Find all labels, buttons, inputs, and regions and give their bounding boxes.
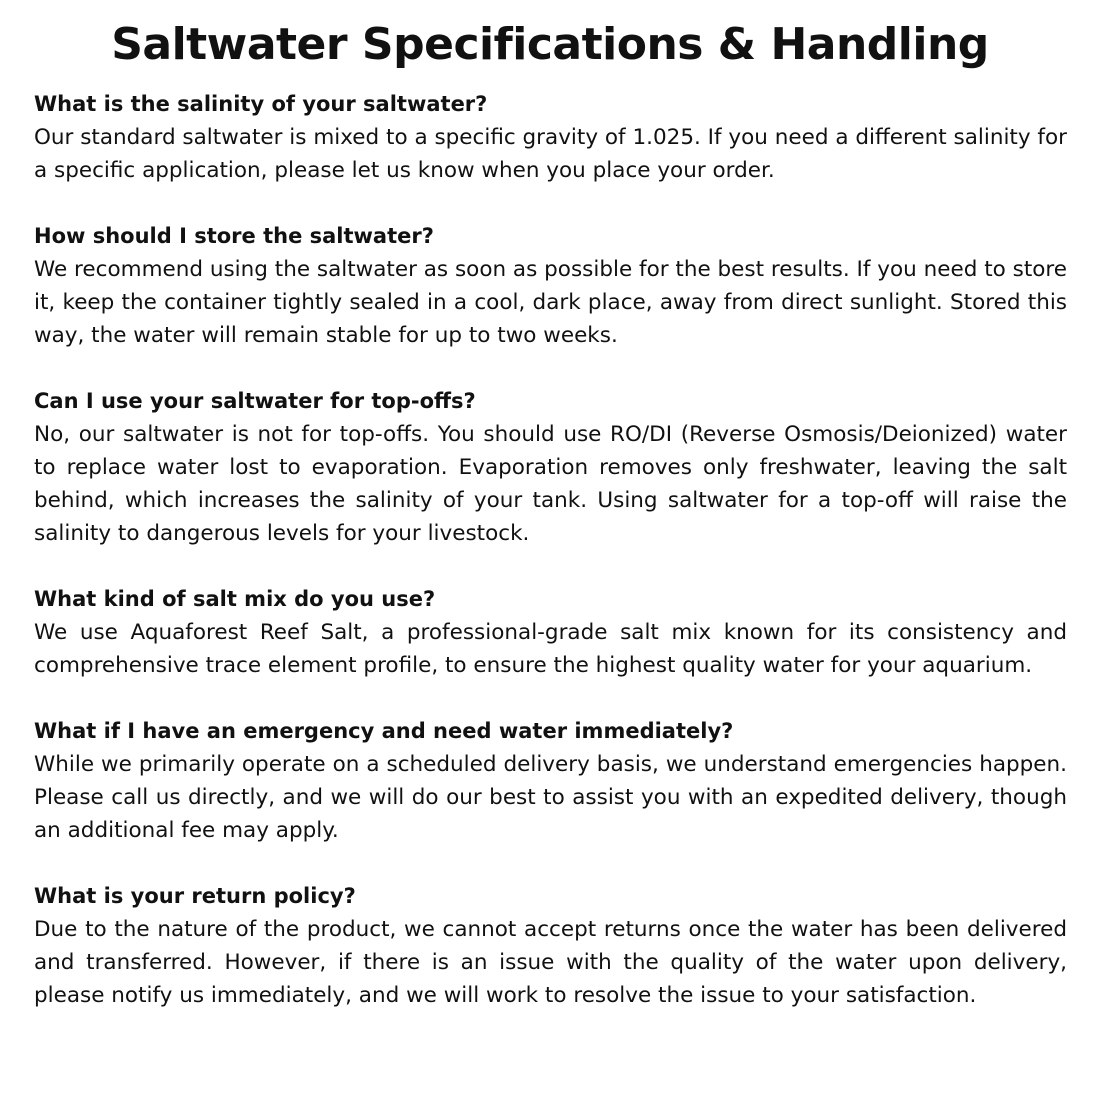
faq-item-return-policy <box>34 880 1067 1012</box>
faq-answer: Our standard saltwater is mixed to a specific gravity of 1.025. If you need a different salinity for a specific application, please let us know when you place your order. <box>34 125 1067 183</box>
faq-answer: Due to the nature of the product, we cannot accept returns once the water has been delivered and transferred. However, if there is an issue with the quality of the water upon delivery, please notify us immediately, and we will work to resolve the issue to your satisfaction. <box>34 917 1067 1008</box>
faq-answer: We recommend using the saltwater as soon as possible for the best results. If you need to store it, keep the container tightly sealed in a cool, dark place, away from direct sunlight. Stored this way, the water will remain stable for up to two weeks. <box>34 257 1067 348</box>
faq-answer: No, our saltwater is not for top-offs. You should use RO/DI (Reverse Osmosis/Deionized) water to replace water lost to evaporation. Evaporation removes only freshwater, leaving the salt behind, which increases the salinity of your tank. Using saltwater for a top-off will raise the salinity to dangerous levels for your livestock. <box>34 422 1067 546</box>
faq-question: How should I store the saltwater? <box>34 224 434 248</box>
faq-question: What is the salinity of your saltwater? <box>34 92 488 116</box>
faq-answer: We use Aquaforest Reef Salt, a professional-grade salt mix known for its consistency and comprehensive trace element profile, to ensure the highest quality water for your aquarium. <box>34 620 1067 678</box>
faq-item-salt-mix <box>34 583 1067 682</box>
faq-question: Can I use your saltwater for top-offs? <box>34 389 476 413</box>
faq-item-storage <box>34 220 1067 352</box>
faq-list <box>0 88 1100 1012</box>
page-title: Saltwater Specifications & Handling <box>111 19 989 70</box>
faq-item-emergency <box>34 715 1067 847</box>
faq-question: What is your return policy? <box>34 884 356 908</box>
faq-answer: While we primarily operate on a scheduled delivery basis, we understand emergencies happen. Please call us directly, and we will do our best to assist you with an expedited delivery, though an additional fee may apply. <box>34 752 1067 843</box>
faq-item-top-offs <box>34 385 1067 550</box>
faq-question: What if I have an emergency and need water immediately? <box>34 719 734 743</box>
faq-question: What kind of salt mix do you use? <box>34 587 436 611</box>
faq-item-salinity <box>34 88 1067 187</box>
